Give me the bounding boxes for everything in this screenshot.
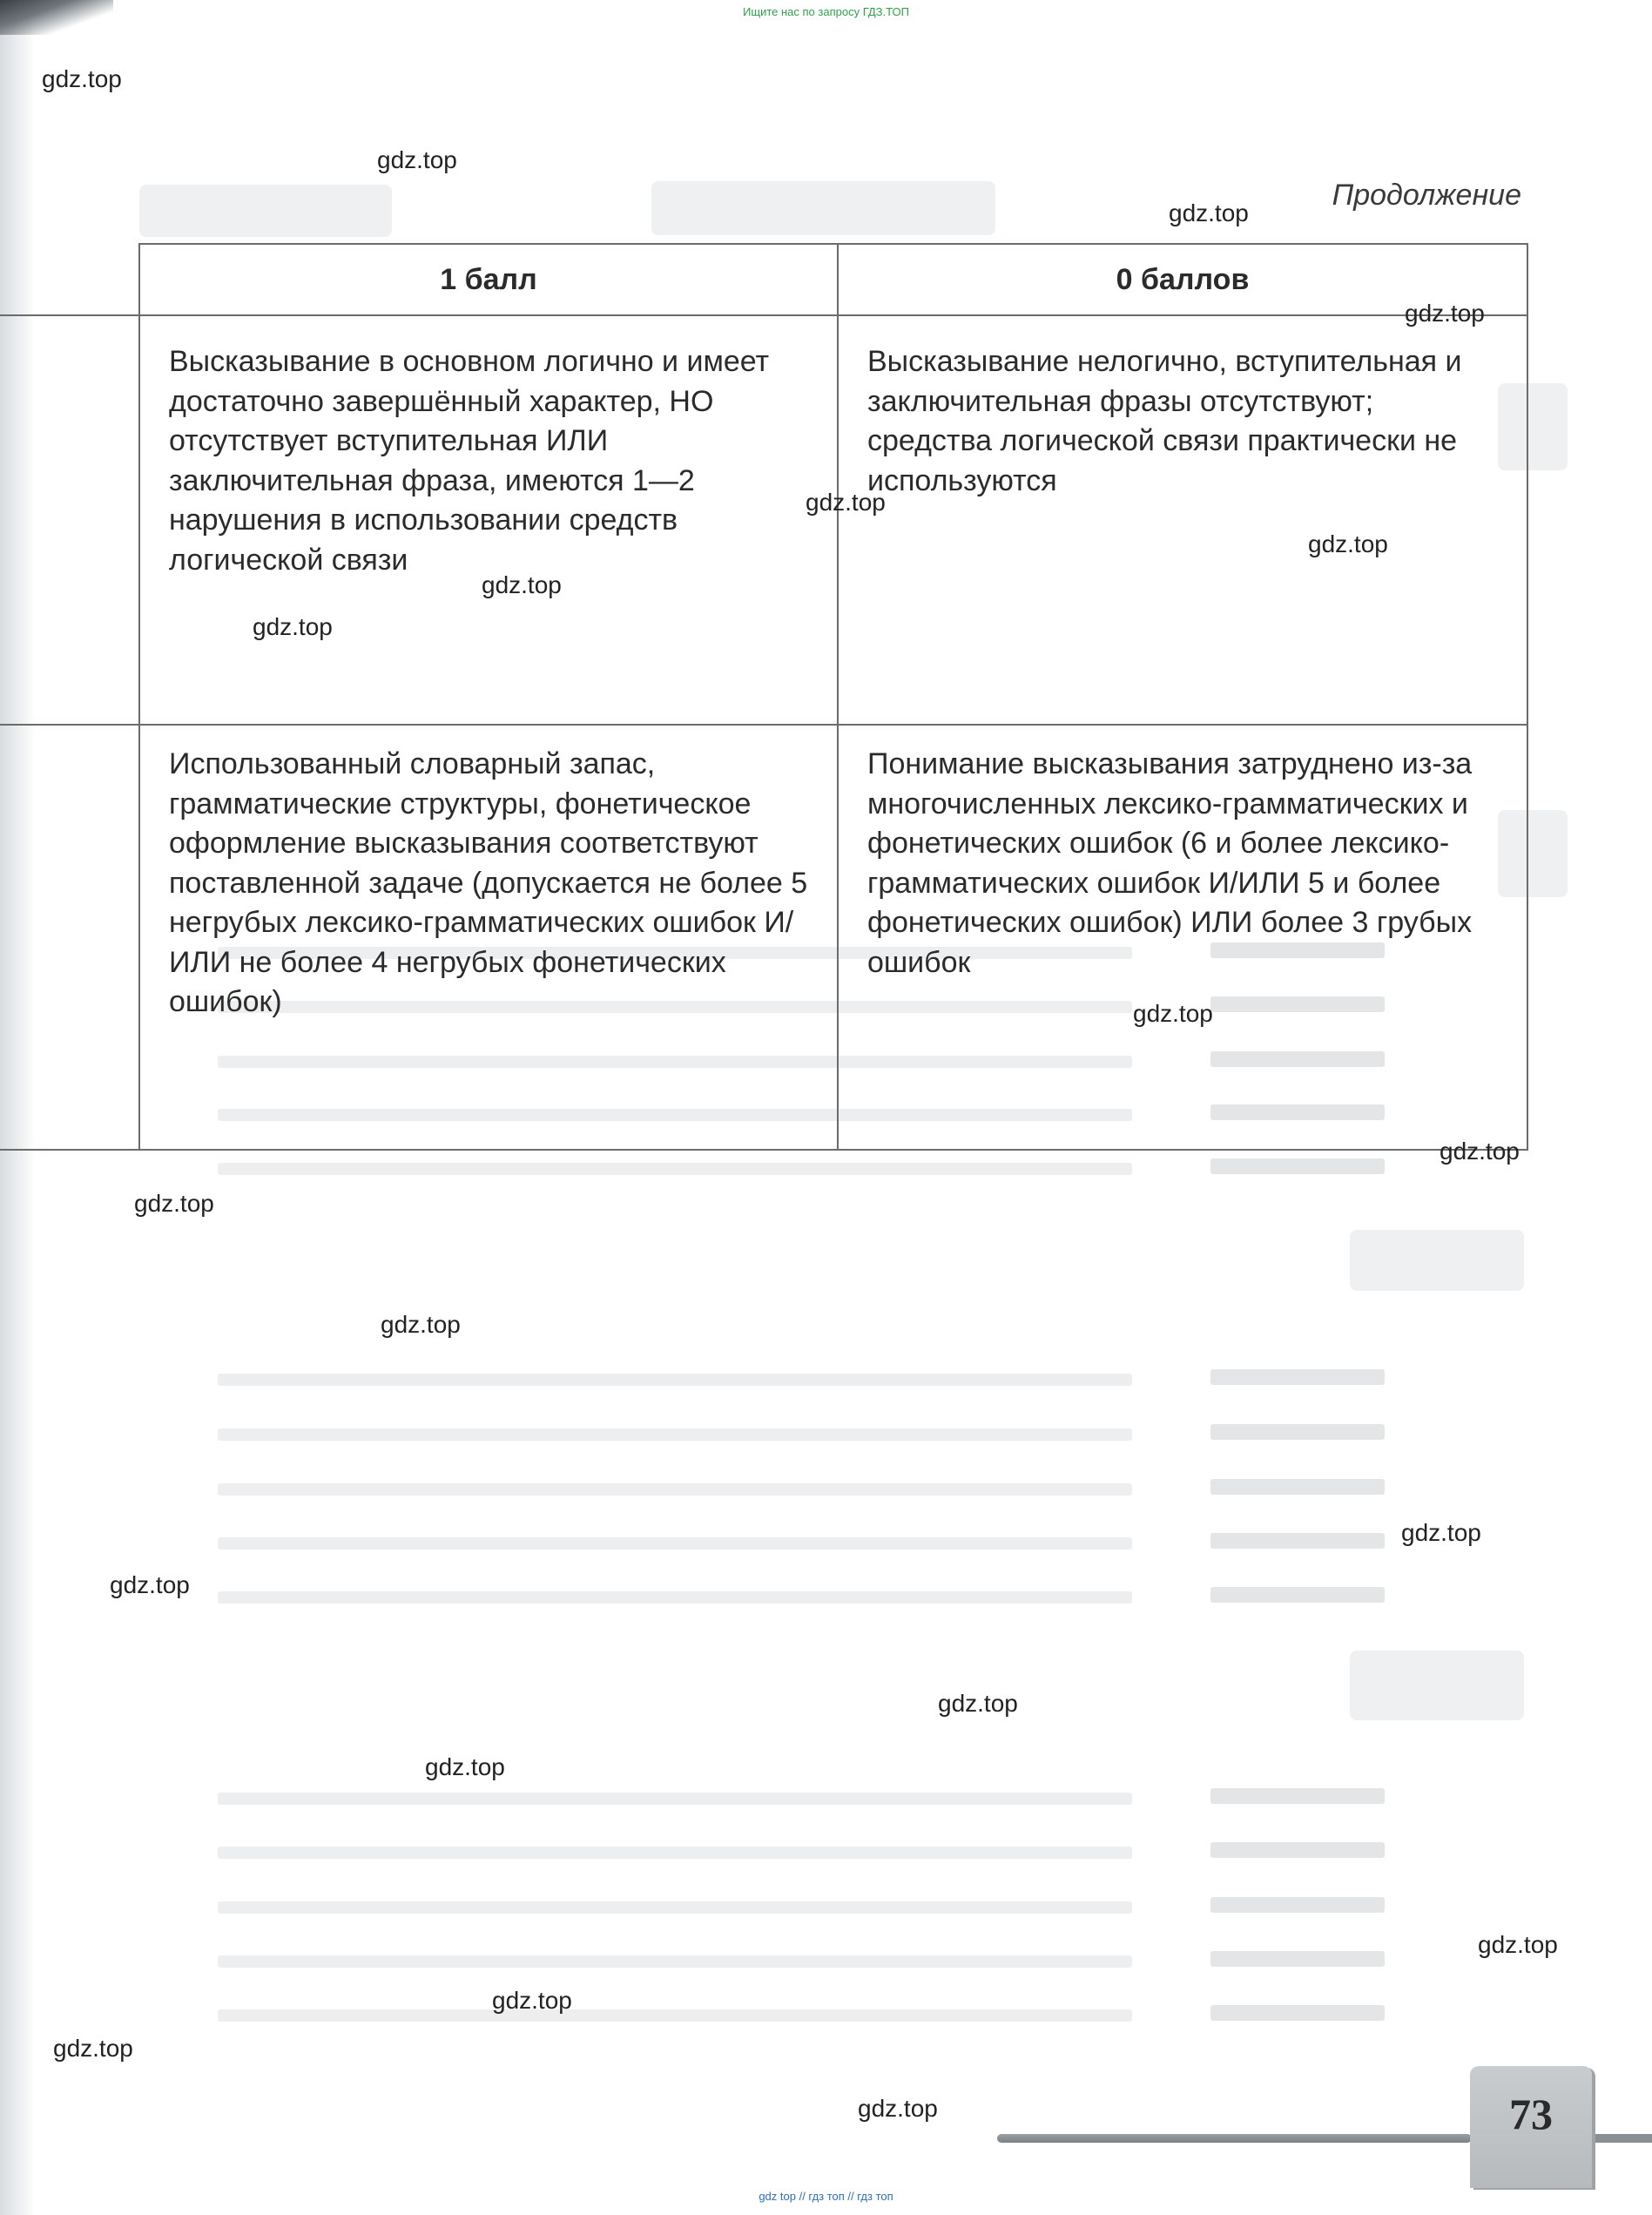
page-rule xyxy=(1594,2134,1652,2143)
watermark: gdz.top xyxy=(492,1987,572,2014)
watermark: gdz.top xyxy=(53,2035,133,2062)
table-row xyxy=(0,315,1527,725)
watermark: gdz.top xyxy=(253,613,333,640)
criterion-1-point: Высказывание в основном логично и имеет достаточно завершённый характер, НО отсутствует вступительная ИЛИ заключительная фраза, имеются 1—2 нарушения в использовании средств логической связи xyxy=(139,315,838,725)
watermark: gdz.top xyxy=(42,65,122,92)
watermark: gdz.top xyxy=(1401,1519,1481,1546)
footer-note[interactable]: gdz top // гдз топ // гдз топ xyxy=(759,2190,893,2203)
watermark: gdz.top xyxy=(381,1311,461,1338)
continuation-label: Продолжение xyxy=(1332,179,1521,212)
table-header-row xyxy=(0,244,1527,315)
column-header-0-points: 0 баллов xyxy=(838,244,1527,315)
watermark: gdz.top xyxy=(1169,199,1249,226)
criteria-table xyxy=(0,243,1528,1151)
watermark: gdz.top xyxy=(377,146,457,173)
header-note[interactable]: Ищите нас по запросу ГДЗ.ТОП xyxy=(743,5,909,18)
criterion-1-point: Использованный словарный запас, грамматические структуры, фонетическое оформление высказывания соответствуют поставленной задаче (допускается не более 5 негрубых лексико-грамматических ошибок И/ИЛИ не более 4 негрубых фонетических ошибок) xyxy=(139,725,838,1150)
page-number: 73 xyxy=(1509,2090,1553,2138)
criterion-0-points: Высказывание нелогично, вступительная и заключительная фразы отсутствуют; средства логической связи практически не используются xyxy=(838,315,1527,725)
margin-cell xyxy=(0,244,139,315)
margin-cell xyxy=(0,725,139,1150)
watermark: gdz.top xyxy=(425,1753,505,1780)
watermark: gdz.top xyxy=(1405,300,1485,327)
watermark: gdz.top xyxy=(482,571,562,598)
watermark: gdz.top xyxy=(134,1190,214,1217)
criterion-0-points: Понимание высказывания затруднено из-за многочисленных лексико-грамматических и фонетических ошибок (6 и более лексико-грамматических ошибок И/ИЛИ 5 и более фонетических ошибок) ИЛИ более 3 грубых ошибок xyxy=(838,725,1527,1150)
watermark: gdz.top xyxy=(1440,1138,1520,1165)
watermark: gdz.top xyxy=(858,2095,938,2122)
watermark: gdz.top xyxy=(938,1690,1018,1717)
table-row xyxy=(0,725,1527,1150)
watermark: gdz.top xyxy=(1308,530,1388,557)
watermark: gdz.top xyxy=(1133,1000,1213,1027)
watermark: gdz.top xyxy=(806,489,886,516)
watermark: gdz.top xyxy=(110,1571,190,1598)
page-rule xyxy=(997,2134,1472,2143)
watermark: gdz.top xyxy=(1478,1931,1558,1958)
column-header-1-point: 1 балл xyxy=(139,244,838,315)
margin-cell xyxy=(0,315,139,725)
